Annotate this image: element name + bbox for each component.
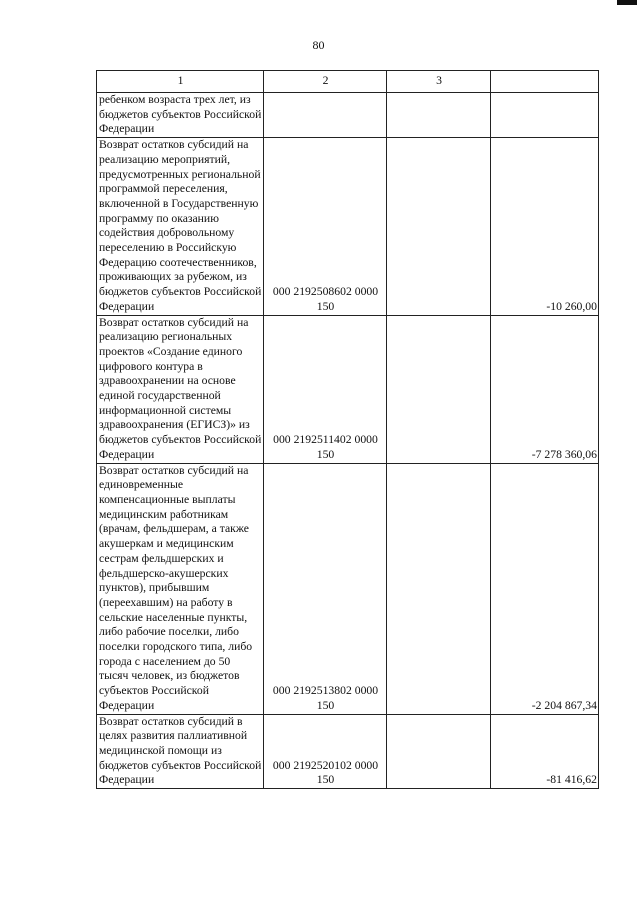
row-code: 000 2192513802 0000 150: [264, 463, 387, 714]
row-code: 000 2192520102 0000 150: [264, 714, 387, 789]
table-row: [97, 315, 599, 463]
scan-edge-mark: [617, 0, 637, 5]
row-col3: [387, 315, 491, 463]
row-code: [264, 93, 387, 138]
page-number: 80: [312, 38, 325, 52]
budget-table: [96, 70, 599, 789]
row-name: ребенком возраста трех лет, из бюджетов субъектов Российской Федерации: [97, 93, 264, 138]
row-amount: -7 278 360,06: [491, 315, 599, 463]
table-row: [97, 138, 599, 315]
row-code: 000 2192508602 0000 150: [264, 138, 387, 315]
table-row: [97, 463, 599, 714]
column-header-3: 3: [387, 71, 491, 93]
row-name: Возврат остатков субсидий на реализацию мероприятий, предусмотренных региональной программой переселения, включенной в Государственную программу по оказанию содействия добровольному переселению в Российскую Федерацию соотечественников, проживающих за рубежом, из бюджетов субъектов Российской Федерации: [97, 138, 264, 315]
row-col3: [387, 463, 491, 714]
row-col3: [387, 93, 491, 138]
column-header-1: 1: [97, 71, 264, 93]
row-col3: [387, 138, 491, 315]
row-amount: -81 416,62: [491, 714, 599, 789]
column-header-4: [491, 71, 599, 93]
row-amount: -10 260,00: [491, 138, 599, 315]
row-col3: [387, 714, 491, 789]
row-amount: -2 204 867,34: [491, 463, 599, 714]
table-row: [97, 93, 599, 138]
row-name: Возврат остатков субсидий на реализацию региональных проектов «Создание единого цифрового контура в здравоохранении на основе единой государственной информационной системы здравоохранения (ЕГИСЗ)» из бюджетов субъектов Российской Федерации: [97, 315, 264, 463]
header-row: [97, 71, 599, 93]
row-name: Возврат остатков субсидий в целях развития паллиативной медицинской помощи из бюджетов субъектов Российской Федерации: [97, 714, 264, 789]
row-name: Возврат остатков субсидий на единовременные компенсационные выплаты медицинским работникам (врачам, фельдшерам, а также акушеркам и медицинским сестрам фельдшерских и фельдшерско-акушерских пунктов), прибывшим (переехавшим) на работу в сельские населенные пункты, либо рабочие поселки, либо поселки городского типа, либо города с населением до 50 тысяч человек, из бюджетов субъектов Российской Федерации: [97, 463, 264, 714]
table-row: [97, 714, 599, 789]
row-amount: [491, 93, 599, 138]
row-code: 000 2192511402 0000 150: [264, 315, 387, 463]
column-header-2: 2: [264, 71, 387, 93]
